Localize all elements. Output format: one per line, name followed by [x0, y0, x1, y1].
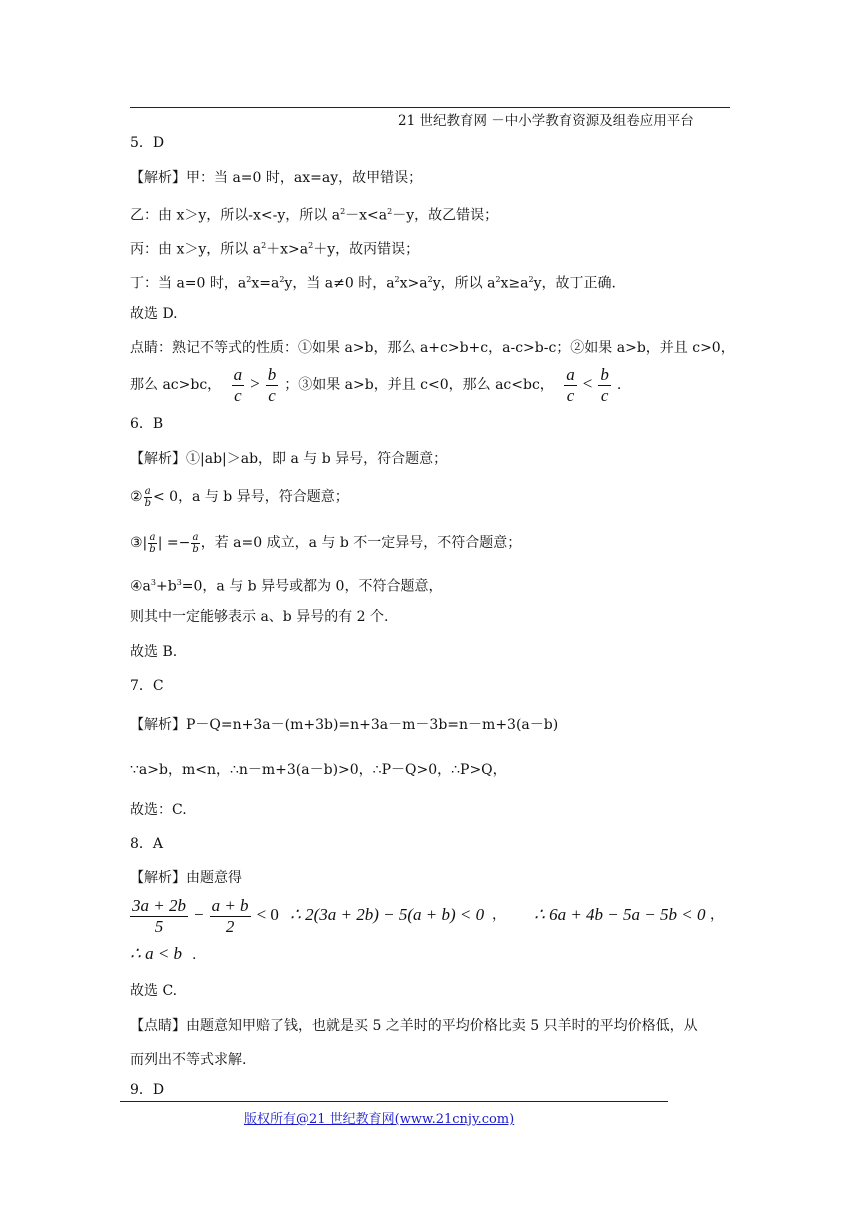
q5-answer: 5．D	[130, 135, 165, 151]
q5-tip-line1: 点睛：熟记不等式的性质：①如果 a>b，那么 a+c>b+c，a-c>b-c；②如果 a>b，并且 c>0，	[130, 340, 735, 356]
header-text: 21 世纪教育网 －中小学教育资源及组卷应用平台	[398, 113, 694, 129]
q8-analysis-line1: 【解析】由题意得	[130, 870, 242, 886]
q8-tip-line1: 【点睛】由题意知甲赔了钱，也就是买 5 之羊时的平均价格比卖 5 只羊时的平均价格低，从	[130, 1018, 698, 1034]
q5-tip-line2: 那么 ac>bc， $\frac{a}{c}$ > $\frac{b}{c}$ ；③如果 a>b，并且 c<0，那么 ac<bc， $\frac{a}{c}$ < $\frac{b}{c}$ .	[130, 364, 622, 405]
q6-line4: $④a^3+b^3=0$，a 与 b 异号或都为 0，不符合题意，	[130, 578, 443, 595]
q6-choice: 故选 B.	[130, 644, 178, 660]
q6-line3: ③| $\frac{a}{b}$ | =− $\frac{a}{b}$ ，若 a=0 成立，a 与 b 不一定异号，不符合题意；	[130, 531, 522, 555]
formula-a-over-c-gt-b-over-c: $\frac{a}{c}$ > $\frac{b}{c}$	[233, 364, 277, 405]
q5-line-bing: 丙：由 x＞y，所以 $a^2+x>a^2+y$，故丙错误；	[130, 241, 420, 258]
q6-conclusion: 则其中一定能够表示 a、b 异号的有 2 个.	[130, 609, 389, 625]
q6-analysis-line1: 【解析】①|ab|＞ab，即 a 与 b 异号，符合题意；	[130, 451, 448, 467]
frac-a-over-b: $\frac{a}{b}$	[192, 531, 199, 555]
q6-line2: ② $\frac{a}{b}$ < 0，a 与 b 异号，符合题意；	[130, 485, 349, 509]
q8-tip-line2: 而列出不等式求解.	[130, 1052, 247, 1068]
formula-fraction-inequality: $\frac{3a + 2b}{5}$ − $\frac{a + b}{2}$ < 0	[132, 895, 279, 936]
q8-answer: 8．A	[130, 836, 164, 852]
q5-line-yi: 乙：由 x＞y，所以-x<-y，所以 $a^2-x<a^2-y$，故乙错误；	[130, 207, 499, 224]
q8-choice: 故选 C.	[130, 983, 178, 999]
q9-answer: 9．D	[130, 1082, 165, 1098]
q7-analysis-line2: ∵a>b，m<n，∴n－m+3(a－b)>0，∴P－Q>0，∴P>Q，	[130, 762, 507, 778]
footer-rule	[120, 1101, 668, 1102]
frac-a-over-b: $\frac{a}{b}$	[144, 485, 151, 509]
formula-a-lt-b: ∴ a < b	[130, 944, 183, 963]
frac-a-over-b: $\frac{a}{b}$	[149, 531, 156, 555]
formula-a-over-c-lt-b-over-c: $\frac{a}{c}$ < $\frac{b}{c}$	[566, 364, 609, 405]
footer-copyright-link[interactable]: 版权所有@21 世纪教育网(www.21cnjy.com)	[244, 1112, 515, 1127]
q6-answer: 6．B	[130, 416, 164, 432]
q5-choice: 故选 D.	[130, 306, 178, 322]
q5-analysis-line: 【解析】甲：当 a=0 时，ax=ay，故甲错误；	[130, 170, 423, 186]
header-rule	[130, 107, 730, 108]
q5-line-ding: 丁：当 a=0 时，$a^2x=a^2y$，当 a≠0 时，$a^2x>a^2y$，所以 $a^2x\ge a^2y$，故丁正确.	[130, 275, 616, 292]
q8-formula-line: $\frac{3a + 2b}{5}$ − $\frac{a + b}{2}$ < 0 ∴ 2(3a + 2b) − 5(a + b) < 0 ， ∴ 6a + 4b − 5a − 5b < 0 ，	[130, 893, 730, 938]
q7-answer: 7．C	[130, 678, 164, 694]
formula-expanded: ∴ 2(3a + 2b) − 5(a + b) < 0	[290, 905, 485, 924]
formula-simplified: ∴ 6a + 4b − 5a − 5b < 0	[534, 905, 706, 924]
q7-analysis-line1: 【解析】P－Q=n+3a－(m+3b)=n+3a－m－3b=n－m+3(a－b)	[130, 717, 559, 733]
q7-choice: 故选：C.	[130, 802, 187, 818]
q8-result: ∴ a < b .	[130, 944, 197, 963]
